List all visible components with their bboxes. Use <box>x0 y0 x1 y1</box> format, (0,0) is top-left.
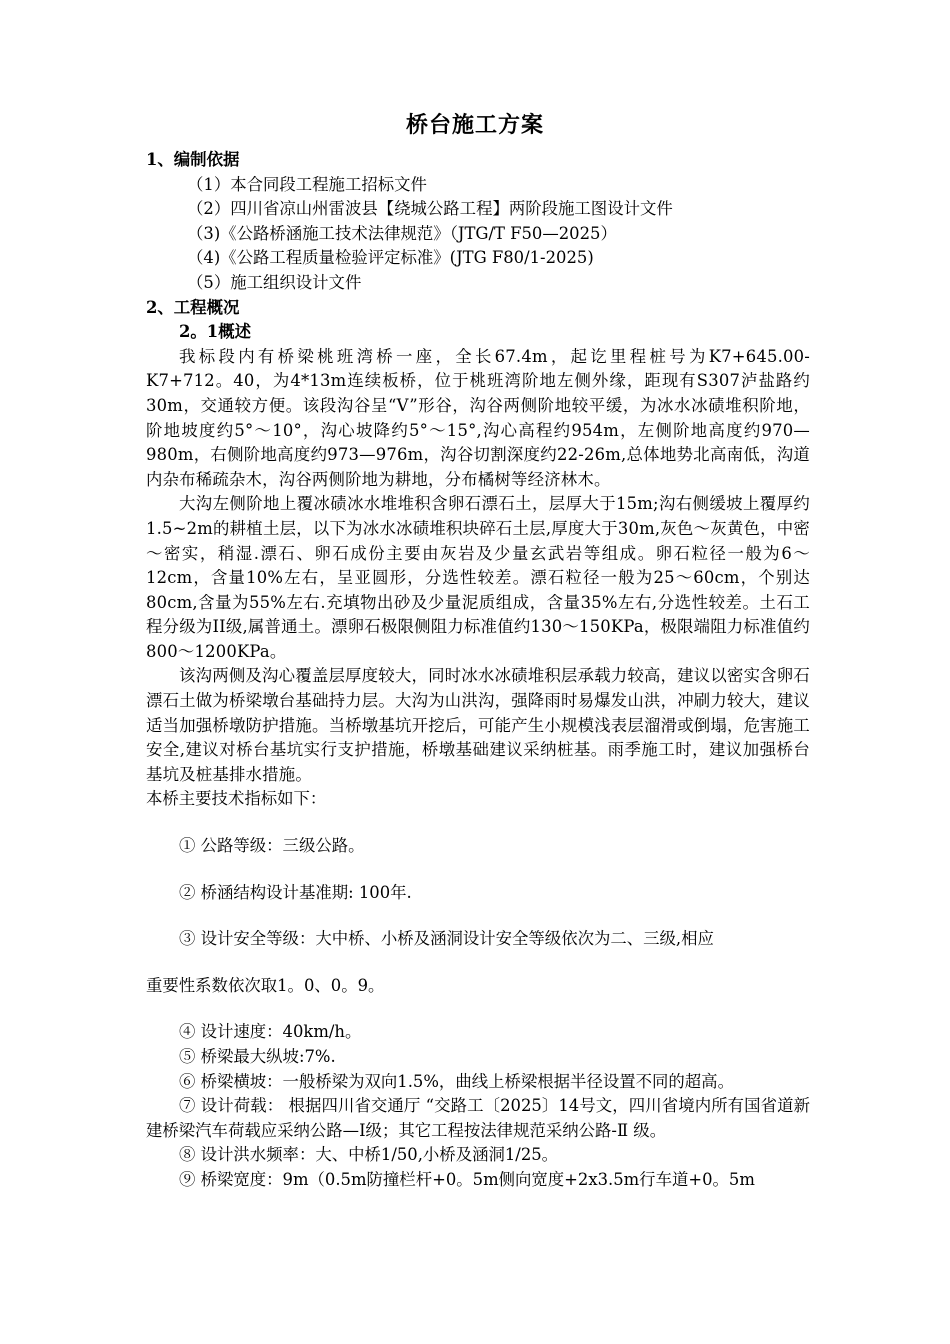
indicator-flood-frequency: ⑧ 设计洪水频率：大、中桥1/50,小桥及涵洞1/25。 <box>179 1145 559 1165</box>
overview-paragraph-2: 大沟左侧阶地上覆冰碛冰水堆堆积含卵石漂石土，层厚大于15m;沟右侧缓坡上覆厚约1.5~2m的耕植土层，以下为冰水冰碛堆积块碎石土层,厚度大于30m,灰色～灰黄色，中密～密实，稍湿.漂石、卵石成份主要由灰岩及少量玄武岩等组成。卵石粒径一般为6～12cm，含量10%左右，呈亚圆形，分选性较差。漂石粒径一般为25～60cm，个别达80cm,含量为55%左右.充填物出砂及少量泥质组成，含量35%左右,分选性较差。土石工程分级为II级,属普通土。漂卵石极限侧阻力标准值约130～150KPa，极限端阻力标准值约800～1200KPa。 <box>146 494 810 661</box>
indicator-design-period: ② 桥涵结构设计基准期: 100年. <box>179 882 412 902</box>
indicator-bridge-width: ⑨ 桥梁宽度：9m（0.5m防撞栏杆+0。5m侧向宽度+2x3.5m行车道+0。5m <box>179 1169 755 1189</box>
indicator-cross-slope: ⑥ 桥梁横坡：一般桥梁为双向1.5%，曲线上桥梁根据半径设置不同的超高。 <box>179 1071 734 1091</box>
basis-item-2: （2）四川省凉山州雷波县【绕城公路工程】两阶段施工图设计文件 <box>187 199 673 219</box>
section-heading-basis: 1、编制依据 <box>146 150 240 169</box>
document-title: 桥台施工方案 <box>405 112 544 138</box>
indicator-safety-grade-continued: 重要性系数依次取1。0、0。9。 <box>146 975 385 995</box>
indicator-safety-grade: ③ 设计安全等级：大中桥、小桥及涵洞设计安全等级依次为二、三级,相应 <box>179 929 714 949</box>
document-body <box>146 148 810 1193</box>
indicator-design-load: ⑦ 设计荷载： 根据四川省交通厅 “交路工〔2025〕14号文，四川省境内所有国省道新建桥梁汽车荷载应采纳公路—Ⅰ级；其它工程按法律规范采纳公路-Ⅱ 级。 <box>146 1096 810 1140</box>
section-heading-overview: 2、工程概况 <box>146 297 240 317</box>
indicator-road-grade: ① 公路等级：三级公路。 <box>179 836 365 856</box>
indicator-max-slope: ⑤ 桥梁最大纵坡:7%. <box>179 1047 336 1066</box>
basis-item-1: （1）本合同段工程施工招标文件 <box>187 174 427 194</box>
basis-item-5: （5）施工组织设计文件 <box>187 272 362 292</box>
basis-item-4: （4)《公路工程质量检验评定标准》(JTG F80/1-2025) <box>187 248 594 268</box>
overview-paragraph-3: 该沟两侧及沟心覆盖层厚度较大，同时冰水冰碛堆积层承载力较高，建议以密实含卵石漂石土做为桥梁墩台基础持力层。大沟为山洪沟，强降雨时易爆发山洪，冲刷力较大，建议适当加强桥墩防护措施。当桥墩基坑开挖后，可能产生小规模浅表层溜滑或倒塌，危害施工安全,建议对桥台基坑实行支护措施，桥墩基础建议采纳桩基。雨季施工时，建议加强桥台基坑及桩基排水措施。 <box>146 666 810 784</box>
indicators-intro: 本桥主要技术指标如下： <box>146 789 327 809</box>
indicator-design-speed: ④ 设计速度：40km/h。 <box>179 1022 362 1042</box>
overview-paragraph-1: 我标段内有桥梁桃班湾桥一座，全长67.4m，起讫里程桩号为K7+645.00-K7+712。40，为4*13m连续板桥，位于桃班湾阶地左侧外缘，距现有S307泸盐路约30m，交通较方便。该段沟谷呈“V”形谷，沟谷两侧阶地较平缓，为冰水冰碛堆积阶地，阶地坡度约5°～10°，沟心坡降约5°～15°,沟心高程约954m，左侧阶地高度约970—980m，右侧阶地高度约973—976m，沟谷切割深度约22-26m,总体地势北高南低，沟道内杂布稀疏杂木，沟谷两侧阶地为耕地，分布橘树等经济林木。 <box>146 346 810 489</box>
basis-item-3: （3)《公路桥涵施工技术法律规范》（JTG/T F50—2025） <box>187 223 617 243</box>
subsection-heading-summary: 2。1概述 <box>179 322 251 342</box>
